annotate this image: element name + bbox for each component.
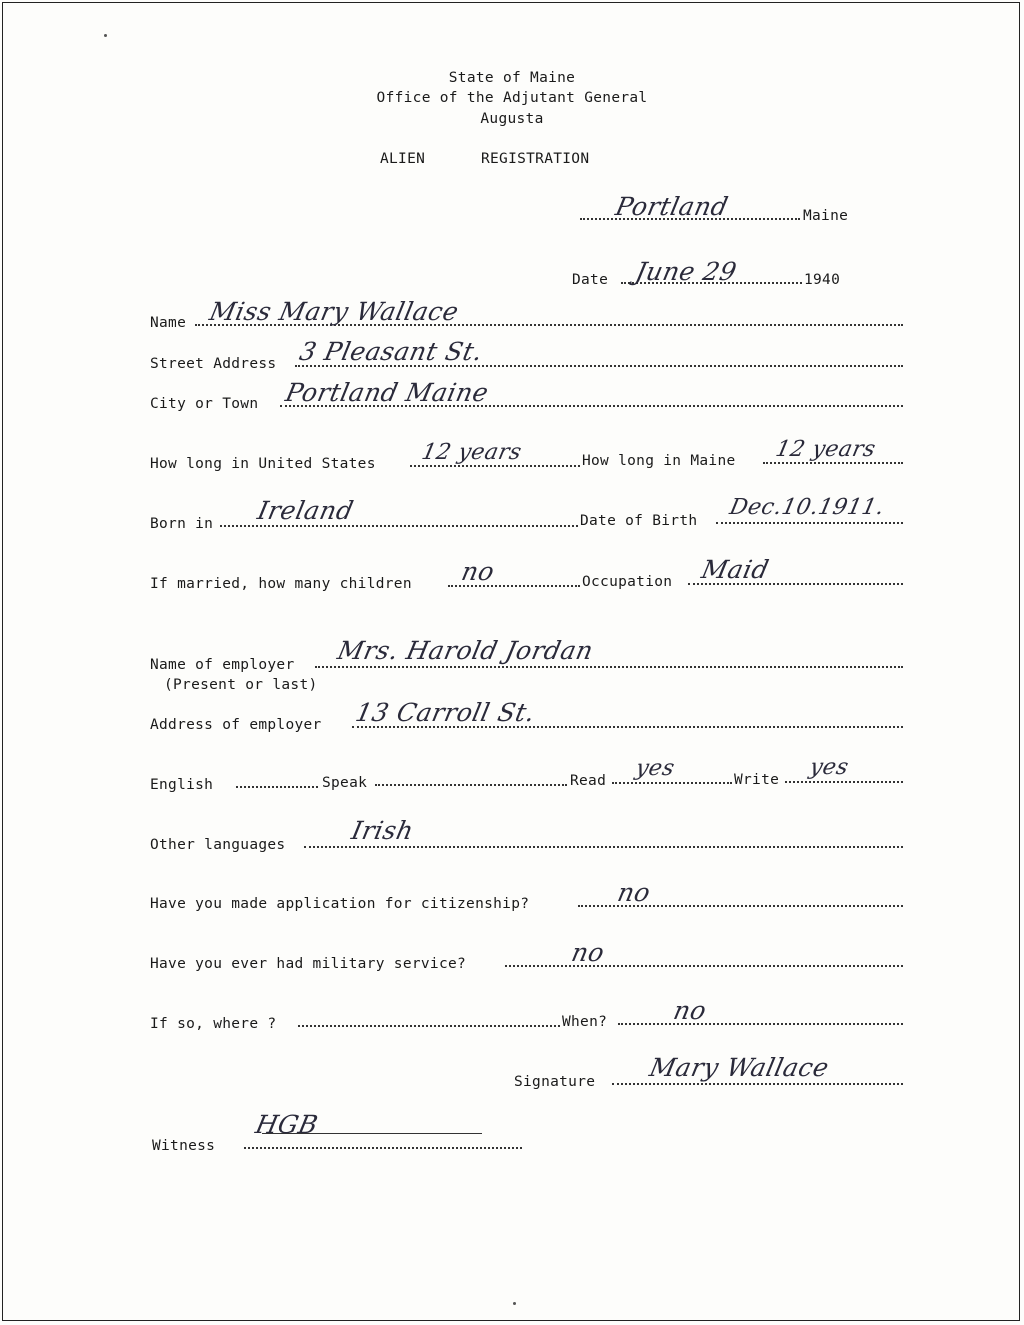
- where-label: If so, where ?: [150, 1016, 277, 1032]
- when-line: [618, 1019, 903, 1025]
- occupation-label: Occupation: [582, 574, 673, 590]
- header-office: Office of the Adjutant General: [376, 90, 648, 106]
- born-label: Born in: [150, 516, 214, 532]
- us-duration-label: How long in United States: [150, 456, 376, 472]
- read-value[interactable]: yes: [633, 756, 677, 781]
- witness-line: [244, 1143, 522, 1149]
- read-label: Read: [570, 773, 607, 789]
- us-duration-value[interactable]: 12 years: [419, 440, 525, 465]
- me-duration-value[interactable]: 12 years: [773, 437, 879, 462]
- citizenship-value[interactable]: no: [614, 878, 654, 907]
- form-title-registration: REGISTRATION: [481, 151, 590, 167]
- me-duration-label: How long in Maine: [582, 453, 736, 469]
- employer-address-label: Address of employer: [150, 717, 322, 733]
- write-value[interactable]: yes: [807, 755, 851, 780]
- military-line: [505, 961, 903, 967]
- english-label: English: [150, 777, 214, 793]
- other-languages-label: Other languages: [150, 837, 286, 853]
- born-value[interactable]: Ireland: [254, 496, 357, 525]
- date-value[interactable]: June 29: [632, 257, 740, 286]
- employer-label: Name of employer: [150, 657, 295, 673]
- name-label: Name: [150, 315, 187, 331]
- occupation-value[interactable]: Maid: [698, 555, 772, 584]
- place-suffix: Maine: [803, 208, 849, 224]
- dob-value[interactable]: Dec.10.1911.: [727, 495, 887, 520]
- header-state: State of Maine: [448, 70, 576, 86]
- witness-label: Witness: [152, 1138, 216, 1154]
- citizenship-label: Have you made application for citizenship?: [150, 896, 530, 912]
- name-value[interactable]: Miss Mary Wallace: [206, 297, 462, 326]
- children-label: If married, how many children: [150, 576, 412, 592]
- header-city: Augusta: [480, 111, 544, 127]
- speak-line: [375, 780, 567, 786]
- signature-value[interactable]: Mary Wallace: [646, 1053, 832, 1082]
- when-value[interactable]: no: [670, 996, 710, 1025]
- write-label: Write: [734, 772, 780, 788]
- english-line: [236, 782, 318, 788]
- children-value[interactable]: no: [458, 557, 498, 586]
- form-title-alien: ALIEN: [380, 151, 426, 167]
- employer-value[interactable]: Mrs. Harold Jordan: [334, 636, 597, 665]
- paper-speck: [513, 1302, 516, 1305]
- employer-address-value[interactable]: 13 Carroll St.: [352, 698, 538, 727]
- street-label: Street Address: [150, 356, 277, 372]
- speak-label: Speak: [322, 775, 368, 791]
- date-label: Date: [572, 272, 609, 288]
- signature-label: Signature: [514, 1074, 596, 1090]
- employer-sublabel: (Present or last): [164, 677, 318, 693]
- date-year: 1940: [804, 272, 841, 288]
- when-label: When?: [562, 1014, 608, 1030]
- where-line: [298, 1021, 560, 1027]
- military-value[interactable]: no: [568, 938, 608, 967]
- place-value[interactable]: Portland: [612, 192, 731, 221]
- other-languages-value[interactable]: Irish: [348, 816, 417, 845]
- street-value[interactable]: 3 Pleasant St.: [296, 337, 486, 366]
- witness-value[interactable]: HGB: [252, 1110, 321, 1139]
- dob-label: Date of Birth: [580, 513, 698, 529]
- military-label: Have you ever had military service?: [150, 956, 467, 972]
- paper-speck: [104, 34, 107, 37]
- city-label: City or Town: [150, 396, 259, 412]
- city-value[interactable]: Portland Maine: [282, 378, 492, 407]
